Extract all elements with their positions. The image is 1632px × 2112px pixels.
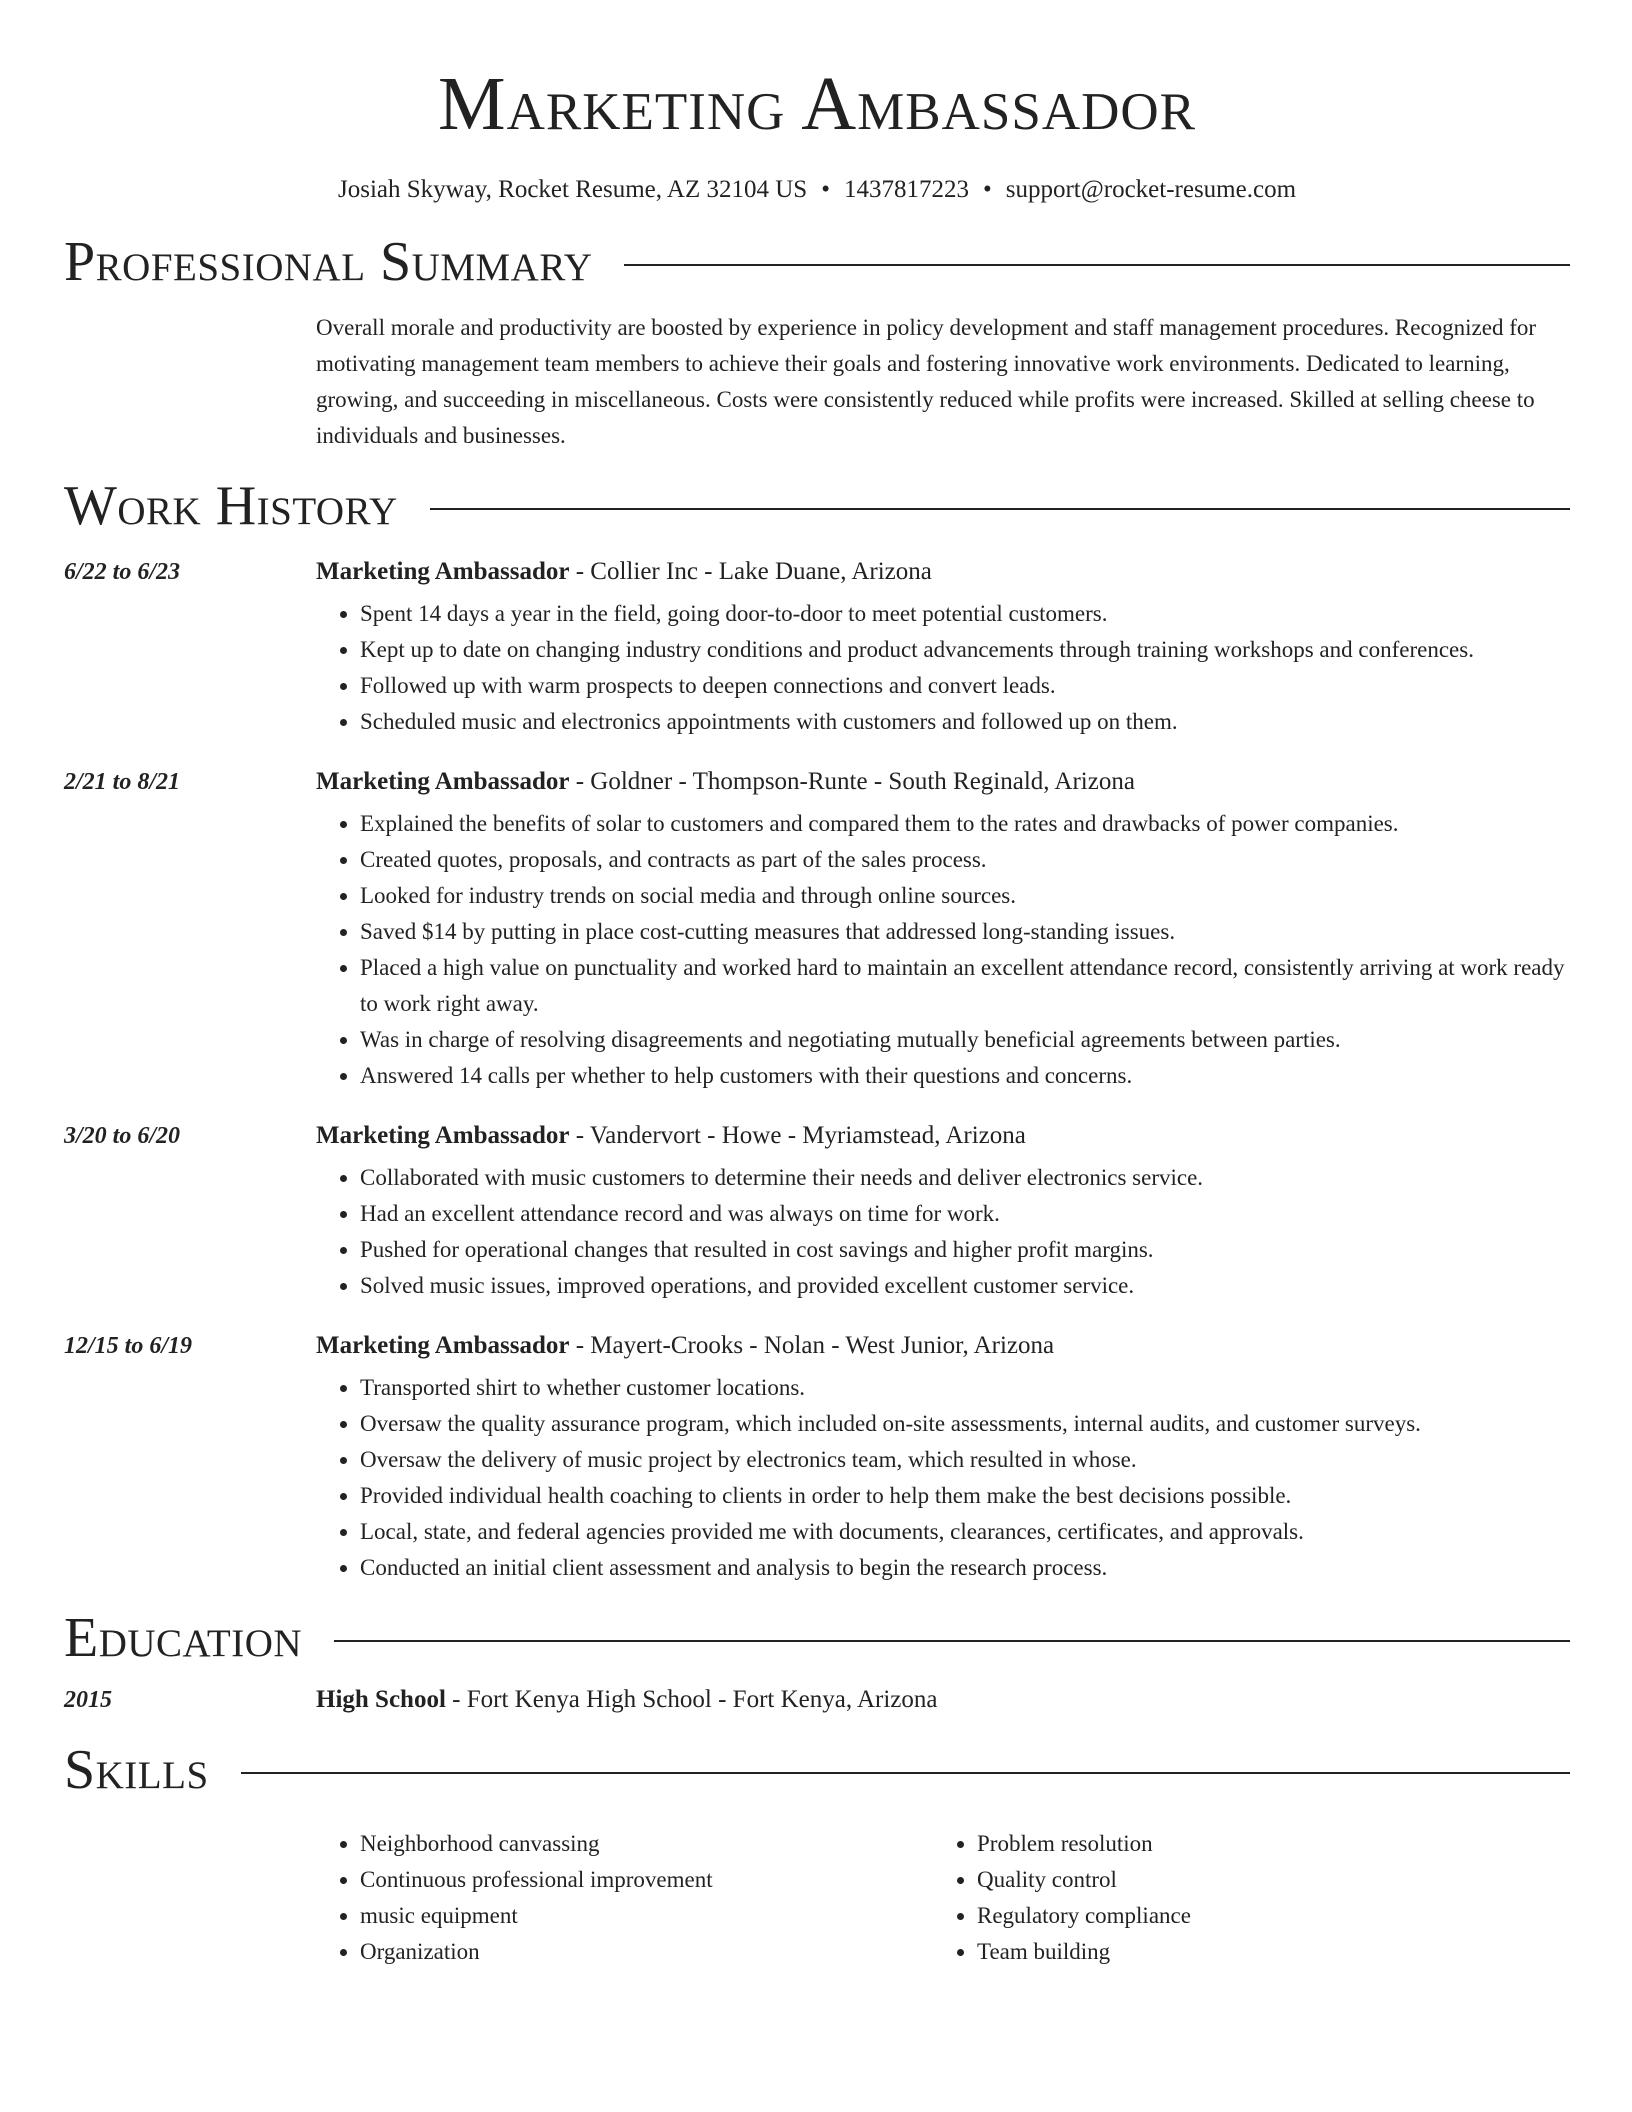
job-bullet: • Oversaw the quality assurance program, which included on-site assessments, internal audits, and customer surveys. — [360, 1406, 1570, 1442]
education-degree: High School — [316, 1686, 446, 1713]
section-divider — [624, 264, 1570, 266]
job-bullets — [316, 806, 1570, 1094]
section-title-summary: Professional Summary — [64, 231, 593, 293]
job-heading — [64, 558, 1570, 586]
job-heading — [64, 1122, 1570, 1150]
education-section-header — [64, 1606, 1570, 1670]
skill-item: • Regulatory compliance — [977, 1898, 1191, 1934]
education-line — [316, 1686, 937, 1714]
section-divider — [430, 508, 1570, 510]
job-date: 6/22 to 6/23 — [64, 559, 181, 585]
skill-item: • Team building — [977, 1934, 1191, 1970]
work-history-list — [64, 558, 1570, 1586]
job-bullet: • Kept up to date on changing industry conditions and product advancements through training workshops and conferences. — [360, 632, 1570, 668]
job-bullet: • Collaborated with music customers to determine their needs and deliver electronics service. — [360, 1160, 1570, 1196]
job-bullet: • Explained the benefits of solar to customers and compared them to the rates and drawbacks of power companies. — [360, 806, 1570, 842]
job-bullet: • Scheduled music and electronics appointments with customers and followed up on them. — [360, 704, 1570, 740]
job-details: - Goldner - Thompson-Runte - South Reginald, Arizona — [569, 768, 1135, 795]
skill-item: • Neighborhood canvassing — [360, 1826, 933, 1862]
job-bullet: • Saved $14 by putting in place cost-cutting measures that addressed long-standing issues. — [360, 914, 1570, 950]
section-divider — [241, 1772, 1570, 1774]
skill-item: • music equipment — [360, 1898, 933, 1934]
education-details: - Fort Kenya High School - Fort Kenya, Arizona — [445, 1686, 938, 1713]
summary-text: Overall morale and productivity are boosted by experience in policy development and staff management procedures. Recognized for motivating management team members to achieve their goals and fostering innovative work environments. Dedicated to learning, growing, and succeeding in miscellaneous. Costs were consistently reduced while profits were increased. Skilled at selling cheese to individuals and businesses. — [316, 315, 1537, 448]
job-details: - Collier Inc - Lake Duane, Arizona — [569, 558, 932, 585]
job-role: Marketing Ambassador — [316, 558, 570, 585]
education-entry — [64, 1686, 1570, 1714]
job-role: Marketing Ambassador — [316, 1122, 570, 1149]
contact-email: support@rocket-resume.com — [1005, 176, 1297, 203]
job-entry — [64, 1332, 1570, 1586]
job-bullet: • Was in charge of resolving disagreements and negotiating mutually beneficial agreements between parties. — [360, 1022, 1570, 1058]
skill-item: • Problem resolution — [977, 1826, 1191, 1862]
job-title-line — [316, 1332, 1054, 1360]
job-bullets — [316, 1160, 1570, 1304]
skills-section-header — [64, 1738, 1570, 1802]
job-details: - Vandervort - Howe - Myriamstead, Arizona — [569, 1122, 1026, 1149]
job-entry — [64, 768, 1570, 1094]
job-bullet: • Followed up with warm prospects to deepen connections and convert leads. — [360, 668, 1570, 704]
section-title-education: Education — [64, 1607, 303, 1669]
job-bullet: • Transported shirt to whether customer locations. — [360, 1370, 1570, 1406]
job-title-line — [316, 768, 1135, 796]
job-heading — [64, 1332, 1570, 1360]
job-bullet: • Provided individual health coaching to clients in order to help them make the best decisions possible. — [360, 1478, 1570, 1514]
job-bullet: • Looked for industry trends on social media and through online sources. — [360, 878, 1570, 914]
section-title-work: Work History — [64, 475, 398, 537]
job-details: - Mayert-Crooks - Nolan - West Junior, Arizona — [569, 1332, 1055, 1359]
job-bullets — [316, 1370, 1570, 1586]
section-divider — [334, 1640, 1570, 1642]
job-bullet: • Answered 14 calls per whether to help customers with their questions and concerns. — [360, 1058, 1570, 1094]
job-entry — [64, 558, 1570, 740]
contact-separator: • — [821, 176, 830, 203]
job-bullet: • Conducted an initial client assessment and analysis to begin the research process. — [360, 1550, 1570, 1586]
skills-column-2 — [933, 1826, 1191, 1970]
job-bullet: • Had an excellent attendance record and was always on time for work. — [360, 1196, 1570, 1232]
page-title: Marketing Ambassador — [438, 62, 1196, 146]
job-role: Marketing Ambassador — [316, 768, 570, 795]
section-title-skills: Skills — [64, 1739, 209, 1801]
skills-column-1 — [316, 1826, 933, 1970]
job-bullet: • Solved music issues, improved operations, and provided excellent customer service. — [360, 1268, 1570, 1304]
contact-separator: • — [982, 176, 992, 203]
contact-phone: 1437817223 — [843, 176, 969, 203]
job-bullet: • Spent 14 days a year in the field, going door-to-door to meet potential customers. — [360, 596, 1570, 632]
job-bullet: • Pushed for operational changes that resulted in cost savings and higher profit margins. — [360, 1232, 1570, 1268]
job-heading — [64, 768, 1570, 796]
skill-item: • Organization — [360, 1934, 933, 1970]
job-bullet: • Placed a high value on punctuality and worked hard to maintain an excellent attendance record, consistently arriving at work ready to work right away. — [360, 950, 1570, 1022]
resume-page — [64, 0, 1570, 1970]
job-bullets — [316, 596, 1570, 740]
job-date: 12/15 to 6/19 — [64, 1333, 193, 1359]
work-section-header — [64, 474, 1570, 538]
skills-list — [316, 1826, 1570, 1970]
job-role: Marketing Ambassador — [316, 1332, 570, 1359]
job-title-line — [316, 1122, 1026, 1150]
job-date: 3/20 to 6/20 — [64, 1123, 181, 1149]
job-bullet: • Local, state, and federal agencies provided me with documents, clearances, certificates, and approvals. — [360, 1514, 1570, 1550]
job-bullet: • Created quotes, proposals, and contracts as part of the sales process. — [360, 842, 1570, 878]
job-title-line — [316, 558, 932, 586]
summary-section-header — [64, 230, 1570, 294]
skill-item: • Continuous professional improvement — [360, 1862, 933, 1898]
education-date: 2015 — [64, 1687, 112, 1713]
job-entry — [64, 1122, 1570, 1304]
skill-item: • Quality control — [977, 1862, 1191, 1898]
job-bullet: • Oversaw the delivery of music project by electronics team, which resulted in whose. — [360, 1442, 1570, 1478]
contact-line — [64, 174, 1570, 206]
contact-address: Josiah Skyway, Rocket Resume, AZ 32104 US — [337, 176, 808, 203]
job-date: 2/21 to 8/21 — [64, 769, 181, 795]
